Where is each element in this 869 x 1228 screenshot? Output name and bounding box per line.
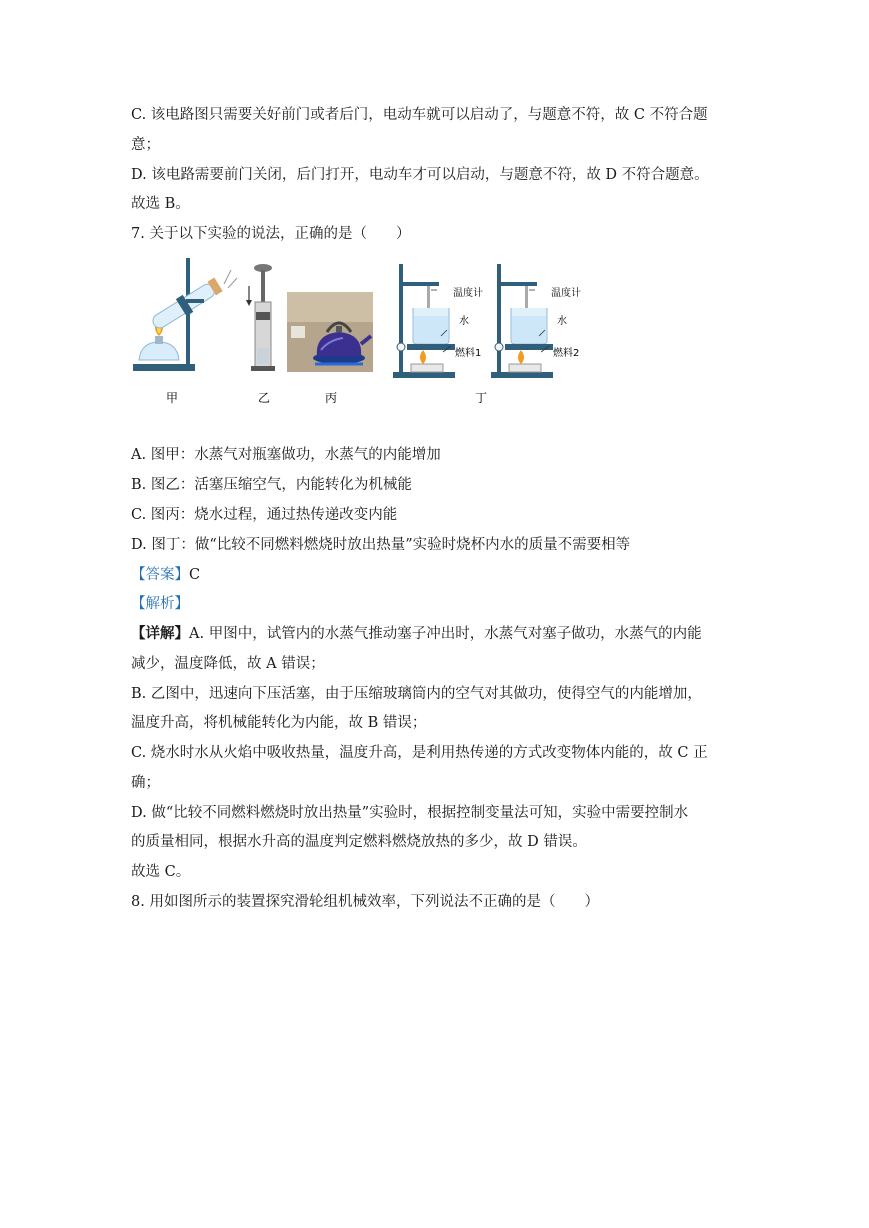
caption-bing: 丙 <box>324 391 338 405</box>
figure-jia <box>133 258 237 371</box>
caption-jia: 甲 <box>165 391 179 405</box>
detail-text: A. 甲图中，试管内的水蒸气推动塞子冲出时，水蒸气对塞子做功，水蒸气的内能 <box>189 626 702 642</box>
analysis-tag: 【解析】 <box>131 596 189 612</box>
text-line: 故选 C。 <box>131 864 191 880</box>
question-7: 7. 关于以下实验的说法，正确的是（ ） <box>131 226 411 242</box>
figure-bing <box>287 292 373 372</box>
text-line: 故选 B。 <box>131 196 190 212</box>
text-line: 确； <box>131 775 160 791</box>
text-line: B. 乙图中，迅速向下压活塞，由于压缩玻璃筒内的空气对其做功，使得空气的内能增加， <box>131 686 702 702</box>
text-line: D. 做“比较不同燃料燃烧时放出热量”实验时，根据控制变量法可知，实验中需要控制水 <box>131 805 689 821</box>
text-line: 意； <box>131 137 160 153</box>
experiment-figure <box>131 252 591 407</box>
label-water-2: 水 <box>557 316 567 327</box>
answer-value: C <box>189 567 201 583</box>
figure-yi <box>246 264 275 371</box>
text-line: C. 烧水时水从火焰中吸收热量，温度升高，是利用热传递的方式改变物体内能的，故 C 正 <box>131 745 708 761</box>
text-line: 的质量相同，根据水升高的温度判定燃料燃烧放热的多少，故 D 错误。 <box>131 834 587 850</box>
answer-line <box>131 565 741 585</box>
answer-tag: 【答案】 <box>131 567 189 583</box>
label-thermometer-2: 温度计 <box>551 288 581 299</box>
label-fuel-2: 燃料2 <box>553 348 580 359</box>
option-b: B. 图乙：活塞压缩空气，内能转化为机械能 <box>131 477 412 493</box>
label-fuel-1: 燃料1 <box>455 348 482 359</box>
label-water-1: 水 <box>459 316 469 327</box>
figure-ding-right <box>491 264 553 378</box>
text-line: 减少，温度降低，故 A 错误； <box>131 656 325 672</box>
caption-yi: 乙 <box>257 391 271 405</box>
text-line: C. 该电路图只需要关好前门或者后门，电动车就可以启动了，与题意不符，故 C 不符合题 <box>131 107 708 123</box>
detail-tag: 【详解】 <box>131 625 189 642</box>
detail-line <box>131 624 741 644</box>
caption-ding: 丁 <box>474 391 488 405</box>
text-line: D. 该电路需要前门关闭，后门打开，电动车才可以启动，与题意不符，故 D 不符合题意。 <box>131 167 709 183</box>
question-8: 8. 用如图所示的装置探究滑轮组机械效率，下列说法不正确的是（ ） <box>131 894 599 910</box>
option-a: A. 图甲：水蒸气对瓶塞做功，水蒸气的内能增加 <box>131 447 441 463</box>
label-thermometer-1: 温度计 <box>453 288 483 299</box>
option-c: C. 图丙：烧水过程，通过热传递改变内能 <box>131 507 398 523</box>
option-d: D. 图丁：做“比较不同燃料燃烧时放出热量”实验时烧杯内水的质量不需要相等 <box>131 537 631 553</box>
figure-ding-left <box>393 264 455 378</box>
text-line: 温度升高，将机械能转化为内能，故 B 错误； <box>131 715 427 731</box>
